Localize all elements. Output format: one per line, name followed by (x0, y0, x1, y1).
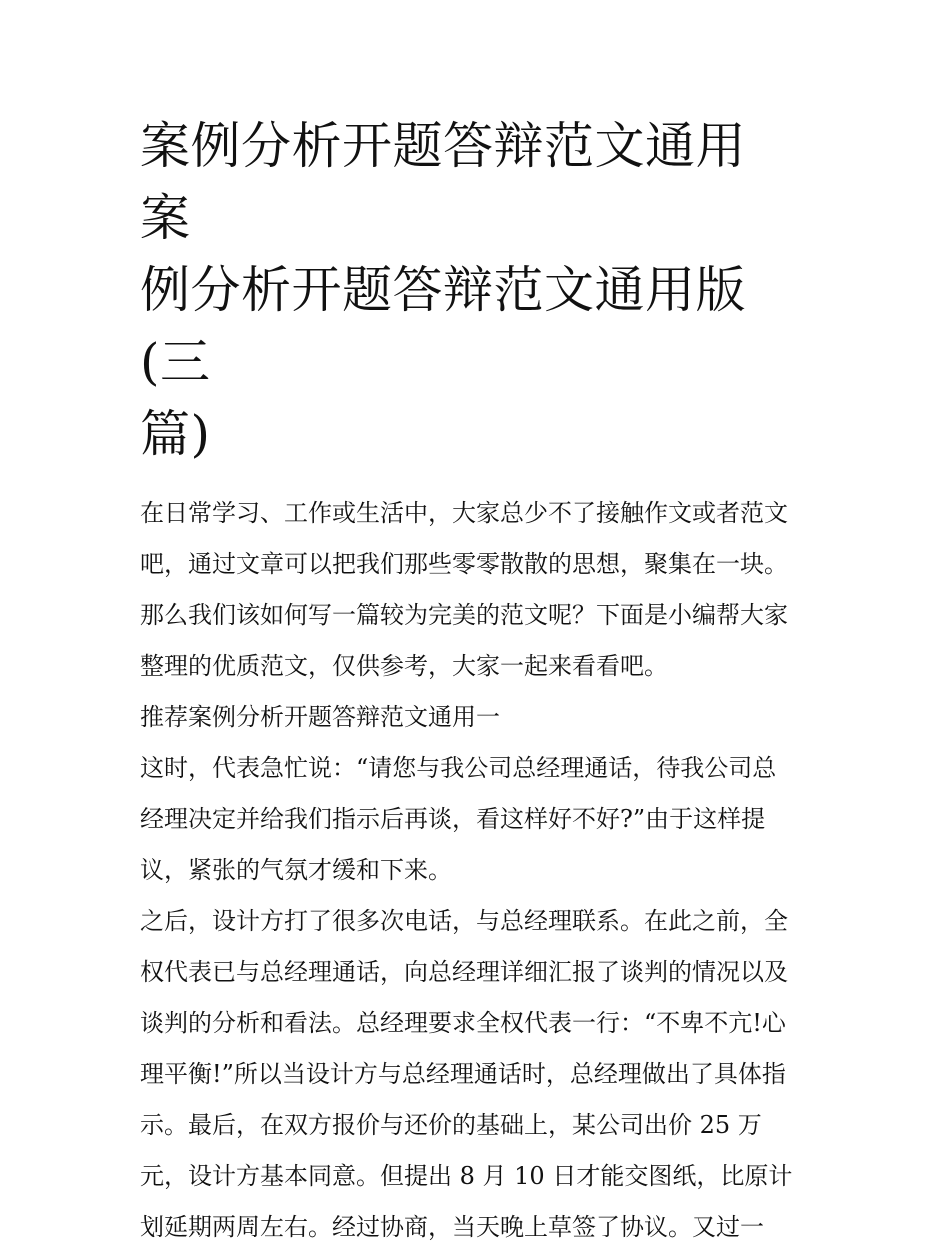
paragraph-line: 权代表已与总经理通话，向总经理详细汇报了谈判的情况以及 (140, 958, 788, 986)
intro-line: 在日常学习、工作或生活中，大家总少不了接触作文或者范文 (140, 499, 788, 527)
paragraph-line: 谈判的分析和看法。总经理要求全权代表一行：“不卑不亢!心 (140, 1009, 786, 1037)
paragraph-line: 元，设计方基本同意。但提出 8 月 10 日才能交图纸，比原计 (140, 1162, 793, 1190)
section-heading: 推荐案例分析开题答辩范文通用一 (140, 703, 500, 731)
document-page (140, 110, 812, 1253)
title-line: 例分析开题答辩范文通用版(三 (140, 261, 746, 391)
title-line: 案例分析开题答辩范文通用 案 (140, 117, 746, 247)
paragraph-line: 经理决定并给我们指示后再谈，看这样好不好?”由于这样提 (140, 805, 766, 833)
intro-line: 吧，通过文章可以把我们那些零零散散的思想，聚集在一块。 (140, 550, 788, 578)
paragraph-line: 之后，设计方打了很多次电话，与总经理联系。在此之前，全 (140, 907, 788, 935)
paragraph-line: 理平衡!”所以当设计方与总经理通话时，总经理做出了具体指 (140, 1060, 786, 1088)
intro-line: 那么我们该如何写一篇较为完美的范文呢？下面是小编帮大家 (140, 601, 788, 629)
paragraph-line: 划延期两周左右。经过协商，当天晚上草签了协议。又过一 (140, 1213, 764, 1241)
intro-line: 整理的优质范文，仅供参考，大家一起来看看吧。 (140, 652, 668, 680)
document-title (140, 110, 812, 470)
paragraph-line: 议，紧张的气氛才缓和下来。 (140, 856, 452, 884)
document-body (140, 488, 812, 1253)
title-line: 篇) (140, 405, 211, 463)
paragraph-line: 这时，代表急忙说：“请您与我公司总经理通话，待我公司总 (140, 754, 777, 782)
paragraph-line: 示。最后，在双方报价与还价的基础上，某公司出价 25 万 (140, 1111, 762, 1139)
